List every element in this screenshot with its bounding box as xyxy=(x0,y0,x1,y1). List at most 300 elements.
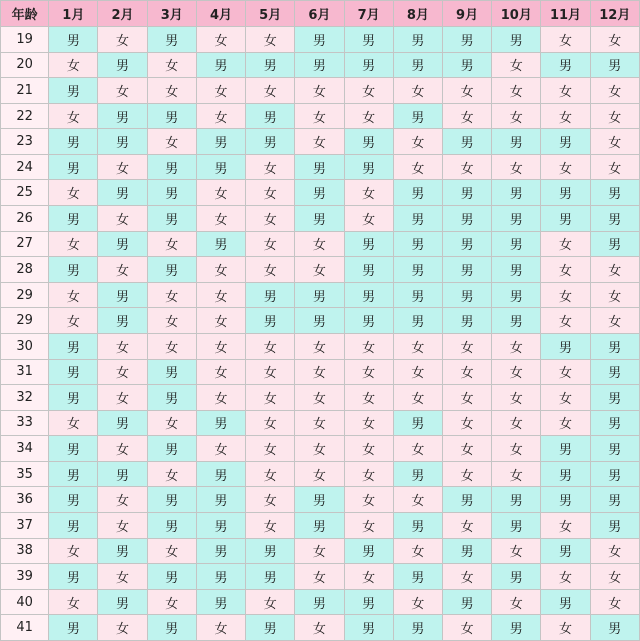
girl-cell: 女 xyxy=(443,155,492,181)
girl-cell: 女 xyxy=(591,27,640,53)
boy-cell: 男 xyxy=(443,206,492,232)
boy-cell: 男 xyxy=(443,590,492,616)
boy-cell: 男 xyxy=(541,487,590,513)
boy-cell: 男 xyxy=(98,232,147,258)
table-row xyxy=(0,334,640,360)
girl-cell: 女 xyxy=(295,564,344,590)
boy-cell: 男 xyxy=(443,180,492,206)
boy-cell: 男 xyxy=(49,334,98,360)
boy-cell: 男 xyxy=(197,232,246,258)
table-row xyxy=(0,615,640,641)
table-header xyxy=(0,0,640,27)
boy-cell: 男 xyxy=(49,385,98,411)
boy-cell: 男 xyxy=(492,206,541,232)
girl-cell: 女 xyxy=(246,27,295,53)
boy-cell: 男 xyxy=(197,487,246,513)
table-row xyxy=(0,487,640,513)
age-cell: 35 xyxy=(0,462,49,488)
boy-cell: 男 xyxy=(295,590,344,616)
girl-cell: 女 xyxy=(394,539,443,565)
boy-cell: 男 xyxy=(148,513,197,539)
boy-cell: 男 xyxy=(345,283,394,309)
header-month: 12月 xyxy=(591,0,640,27)
girl-cell: 女 xyxy=(246,78,295,104)
boy-cell: 男 xyxy=(197,129,246,155)
girl-cell: 女 xyxy=(49,232,98,258)
girl-cell: 女 xyxy=(148,334,197,360)
girl-cell: 女 xyxy=(394,129,443,155)
girl-cell: 女 xyxy=(246,360,295,386)
boy-cell: 男 xyxy=(541,334,590,360)
girl-cell: 女 xyxy=(148,308,197,334)
boy-cell: 男 xyxy=(98,129,147,155)
boy-cell: 男 xyxy=(345,232,394,258)
girl-cell: 女 xyxy=(295,257,344,283)
boy-cell: 男 xyxy=(197,590,246,616)
girl-cell: 女 xyxy=(394,385,443,411)
table-row xyxy=(0,308,640,334)
girl-cell: 女 xyxy=(591,155,640,181)
boy-cell: 男 xyxy=(541,462,590,488)
girl-cell: 女 xyxy=(591,104,640,130)
girl-cell: 女 xyxy=(197,334,246,360)
table-row xyxy=(0,78,640,104)
age-cell: 41 xyxy=(0,615,49,641)
age-cell: 27 xyxy=(0,232,49,258)
girl-cell: 女 xyxy=(246,513,295,539)
girl-cell: 女 xyxy=(345,385,394,411)
boy-cell: 男 xyxy=(591,206,640,232)
boy-cell: 男 xyxy=(591,334,640,360)
girl-cell: 女 xyxy=(197,78,246,104)
girl-cell: 女 xyxy=(148,411,197,437)
girl-cell: 女 xyxy=(295,539,344,565)
girl-cell: 女 xyxy=(591,564,640,590)
boy-cell: 男 xyxy=(246,308,295,334)
age-cell: 25 xyxy=(0,180,49,206)
boy-cell: 男 xyxy=(591,436,640,462)
girl-cell: 女 xyxy=(295,78,344,104)
age-cell: 22 xyxy=(0,104,49,130)
age-cell: 32 xyxy=(0,385,49,411)
boy-cell: 男 xyxy=(49,615,98,641)
boy-cell: 男 xyxy=(98,308,147,334)
girl-cell: 女 xyxy=(492,53,541,79)
boy-cell: 男 xyxy=(98,104,147,130)
girl-cell: 女 xyxy=(443,513,492,539)
girl-cell: 女 xyxy=(148,462,197,488)
girl-cell: 女 xyxy=(98,360,147,386)
girl-cell: 女 xyxy=(98,334,147,360)
boy-cell: 男 xyxy=(492,129,541,155)
boy-cell: 男 xyxy=(148,180,197,206)
girl-cell: 女 xyxy=(591,129,640,155)
boy-cell: 男 xyxy=(49,206,98,232)
table-row xyxy=(0,155,640,181)
girl-cell: 女 xyxy=(148,53,197,79)
boy-cell: 男 xyxy=(148,104,197,130)
girl-cell: 女 xyxy=(295,615,344,641)
boy-cell: 男 xyxy=(394,180,443,206)
age-cell: 30 xyxy=(0,334,49,360)
boy-cell: 男 xyxy=(541,590,590,616)
boy-cell: 男 xyxy=(591,513,640,539)
header-month: 8月 xyxy=(394,0,443,27)
girl-cell: 女 xyxy=(49,539,98,565)
girl-cell: 女 xyxy=(541,564,590,590)
boy-cell: 男 xyxy=(394,564,443,590)
boy-cell: 男 xyxy=(49,564,98,590)
age-cell: 38 xyxy=(0,539,49,565)
boy-cell: 男 xyxy=(246,539,295,565)
boy-cell: 男 xyxy=(49,462,98,488)
boy-cell: 男 xyxy=(49,27,98,53)
boy-cell: 男 xyxy=(197,411,246,437)
boy-cell: 男 xyxy=(345,155,394,181)
girl-cell: 女 xyxy=(492,334,541,360)
boy-cell: 男 xyxy=(591,411,640,437)
girl-cell: 女 xyxy=(394,78,443,104)
boy-cell: 男 xyxy=(492,564,541,590)
girl-cell: 女 xyxy=(541,283,590,309)
table-row xyxy=(0,462,640,488)
girl-cell: 女 xyxy=(295,232,344,258)
boy-cell: 男 xyxy=(443,257,492,283)
girl-cell: 女 xyxy=(98,257,147,283)
boy-cell: 男 xyxy=(394,27,443,53)
boy-cell: 男 xyxy=(49,155,98,181)
girl-cell: 女 xyxy=(49,590,98,616)
girl-cell: 女 xyxy=(49,283,98,309)
boy-cell: 男 xyxy=(246,129,295,155)
girl-cell: 女 xyxy=(345,564,394,590)
girl-cell: 女 xyxy=(394,487,443,513)
boy-cell: 男 xyxy=(246,615,295,641)
boy-cell: 男 xyxy=(148,564,197,590)
girl-cell: 女 xyxy=(443,334,492,360)
girl-cell: 女 xyxy=(295,360,344,386)
age-cell: 24 xyxy=(0,155,49,181)
girl-cell: 女 xyxy=(295,385,344,411)
girl-cell: 女 xyxy=(98,206,147,232)
boy-cell: 男 xyxy=(246,564,295,590)
girl-cell: 女 xyxy=(492,155,541,181)
girl-cell: 女 xyxy=(541,104,590,130)
header-month: 6月 xyxy=(295,0,344,27)
girl-cell: 女 xyxy=(246,334,295,360)
boy-cell: 男 xyxy=(443,308,492,334)
boy-cell: 男 xyxy=(443,487,492,513)
girl-cell: 女 xyxy=(541,27,590,53)
boy-cell: 男 xyxy=(443,539,492,565)
girl-cell: 女 xyxy=(197,308,246,334)
age-cell: 39 xyxy=(0,564,49,590)
table-row xyxy=(0,360,640,386)
table-row xyxy=(0,411,640,437)
girl-cell: 女 xyxy=(246,462,295,488)
girl-cell: 女 xyxy=(591,308,640,334)
boy-cell: 男 xyxy=(49,487,98,513)
girl-cell: 女 xyxy=(541,232,590,258)
table-row xyxy=(0,104,640,130)
boy-cell: 男 xyxy=(541,180,590,206)
boy-cell: 男 xyxy=(443,53,492,79)
boy-cell: 男 xyxy=(246,104,295,130)
girl-cell: 女 xyxy=(148,232,197,258)
table-row xyxy=(0,385,640,411)
girl-cell: 女 xyxy=(246,590,295,616)
boy-cell: 男 xyxy=(148,257,197,283)
girl-cell: 女 xyxy=(197,385,246,411)
boy-cell: 男 xyxy=(148,615,197,641)
girl-cell: 女 xyxy=(295,411,344,437)
girl-cell: 女 xyxy=(541,615,590,641)
girl-cell: 女 xyxy=(98,564,147,590)
boy-cell: 男 xyxy=(591,232,640,258)
girl-cell: 女 xyxy=(492,360,541,386)
age-cell: 19 xyxy=(0,27,49,53)
boy-cell: 男 xyxy=(345,590,394,616)
boy-cell: 男 xyxy=(591,180,640,206)
girl-cell: 女 xyxy=(591,78,640,104)
girl-cell: 女 xyxy=(443,385,492,411)
boy-cell: 男 xyxy=(98,539,147,565)
girl-cell: 女 xyxy=(345,487,394,513)
girl-cell: 女 xyxy=(492,78,541,104)
boy-cell: 男 xyxy=(49,513,98,539)
age-cell: 33 xyxy=(0,411,49,437)
boy-cell: 男 xyxy=(197,513,246,539)
boy-cell: 男 xyxy=(591,360,640,386)
boy-cell: 男 xyxy=(98,411,147,437)
age-cell: 20 xyxy=(0,53,49,79)
girl-cell: 女 xyxy=(345,180,394,206)
girl-cell: 女 xyxy=(591,257,640,283)
girl-cell: 女 xyxy=(246,436,295,462)
header-month: 1月 xyxy=(49,0,98,27)
girl-cell: 女 xyxy=(541,308,590,334)
boy-cell: 男 xyxy=(295,487,344,513)
boy-cell: 男 xyxy=(591,385,640,411)
girl-cell: 女 xyxy=(345,206,394,232)
girl-cell: 女 xyxy=(98,155,147,181)
girl-cell: 女 xyxy=(197,360,246,386)
boy-cell: 男 xyxy=(394,308,443,334)
age-cell: 34 xyxy=(0,436,49,462)
boy-cell: 男 xyxy=(394,615,443,641)
girl-cell: 女 xyxy=(443,462,492,488)
boy-cell: 男 xyxy=(345,129,394,155)
boy-cell: 男 xyxy=(492,257,541,283)
table-row xyxy=(0,257,640,283)
boy-cell: 男 xyxy=(197,539,246,565)
girl-cell: 女 xyxy=(197,615,246,641)
girl-cell: 女 xyxy=(345,436,394,462)
boy-cell: 男 xyxy=(148,27,197,53)
girl-cell: 女 xyxy=(197,27,246,53)
girl-cell: 女 xyxy=(98,513,147,539)
boy-cell: 男 xyxy=(492,615,541,641)
table-row xyxy=(0,564,640,590)
girl-cell: 女 xyxy=(591,590,640,616)
boy-cell: 男 xyxy=(98,180,147,206)
boy-cell: 男 xyxy=(295,53,344,79)
girl-cell: 女 xyxy=(148,78,197,104)
age-cell: 31 xyxy=(0,360,49,386)
girl-cell: 女 xyxy=(345,104,394,130)
table-row xyxy=(0,539,640,565)
header-month: 3月 xyxy=(148,0,197,27)
boy-cell: 男 xyxy=(295,283,344,309)
girl-cell: 女 xyxy=(394,590,443,616)
boy-cell: 男 xyxy=(295,308,344,334)
boy-cell: 男 xyxy=(492,232,541,258)
girl-cell: 女 xyxy=(394,436,443,462)
girl-cell: 女 xyxy=(148,129,197,155)
girl-cell: 女 xyxy=(541,257,590,283)
table-body xyxy=(0,27,640,641)
girl-cell: 女 xyxy=(492,539,541,565)
girl-cell: 女 xyxy=(98,436,147,462)
header-month: 2月 xyxy=(98,0,147,27)
boy-cell: 男 xyxy=(591,487,640,513)
girl-cell: 女 xyxy=(492,385,541,411)
girl-cell: 女 xyxy=(49,104,98,130)
age-cell: 36 xyxy=(0,487,49,513)
table-row xyxy=(0,27,640,53)
girl-cell: 女 xyxy=(197,283,246,309)
boy-cell: 男 xyxy=(197,462,246,488)
girl-cell: 女 xyxy=(345,78,394,104)
boy-cell: 男 xyxy=(591,615,640,641)
boy-cell: 男 xyxy=(591,53,640,79)
boy-cell: 男 xyxy=(98,590,147,616)
boy-cell: 男 xyxy=(295,513,344,539)
girl-cell: 女 xyxy=(49,53,98,79)
boy-cell: 男 xyxy=(492,27,541,53)
boy-cell: 男 xyxy=(295,155,344,181)
boy-cell: 男 xyxy=(492,283,541,309)
header-month: 10月 xyxy=(492,0,541,27)
boy-cell: 男 xyxy=(295,206,344,232)
girl-cell: 女 xyxy=(98,385,147,411)
table-row xyxy=(0,180,640,206)
boy-cell: 男 xyxy=(197,564,246,590)
boy-cell: 男 xyxy=(295,180,344,206)
boy-cell: 男 xyxy=(49,436,98,462)
header-row xyxy=(0,0,640,27)
girl-cell: 女 xyxy=(443,436,492,462)
girl-cell: 女 xyxy=(295,334,344,360)
boy-cell: 男 xyxy=(492,308,541,334)
boy-cell: 男 xyxy=(394,462,443,488)
girl-cell: 女 xyxy=(541,360,590,386)
boy-cell: 男 xyxy=(541,129,590,155)
girl-cell: 女 xyxy=(148,283,197,309)
girl-cell: 女 xyxy=(492,104,541,130)
boy-cell: 男 xyxy=(394,206,443,232)
age-cell: 37 xyxy=(0,513,49,539)
girl-cell: 女 xyxy=(295,104,344,130)
boy-cell: 男 xyxy=(295,27,344,53)
girl-cell: 女 xyxy=(49,308,98,334)
girl-cell: 女 xyxy=(246,206,295,232)
girl-cell: 女 xyxy=(246,487,295,513)
girl-cell: 女 xyxy=(345,513,394,539)
boy-cell: 男 xyxy=(148,206,197,232)
boy-cell: 男 xyxy=(492,487,541,513)
table-row xyxy=(0,590,640,616)
boy-cell: 男 xyxy=(197,53,246,79)
boy-cell: 男 xyxy=(345,615,394,641)
age-cell: 21 xyxy=(0,78,49,104)
header-month: 7月 xyxy=(345,0,394,27)
boy-cell: 男 xyxy=(345,53,394,79)
boy-cell: 男 xyxy=(246,283,295,309)
girl-cell: 女 xyxy=(49,411,98,437)
boy-cell: 男 xyxy=(394,104,443,130)
girl-cell: 女 xyxy=(98,615,147,641)
table-row xyxy=(0,53,640,79)
girl-cell: 女 xyxy=(394,155,443,181)
age-cell: 29 xyxy=(0,308,49,334)
boy-cell: 男 xyxy=(443,283,492,309)
boy-cell: 男 xyxy=(148,155,197,181)
boy-cell: 男 xyxy=(49,129,98,155)
boy-cell: 男 xyxy=(246,53,295,79)
boy-cell: 男 xyxy=(148,360,197,386)
girl-cell: 女 xyxy=(492,436,541,462)
boy-cell: 男 xyxy=(98,283,147,309)
header-month: 11月 xyxy=(541,0,590,27)
girl-cell: 女 xyxy=(246,180,295,206)
boy-cell: 男 xyxy=(49,257,98,283)
table-row xyxy=(0,513,640,539)
girl-cell: 女 xyxy=(443,564,492,590)
boy-cell: 男 xyxy=(541,436,590,462)
header-month: 9月 xyxy=(443,0,492,27)
boy-cell: 男 xyxy=(541,53,590,79)
age-cell: 23 xyxy=(0,129,49,155)
girl-cell: 女 xyxy=(541,155,590,181)
girl-cell: 女 xyxy=(197,180,246,206)
age-cell: 28 xyxy=(0,257,49,283)
boy-cell: 男 xyxy=(443,27,492,53)
girl-cell: 女 xyxy=(49,180,98,206)
girl-cell: 女 xyxy=(443,615,492,641)
boy-cell: 男 xyxy=(394,232,443,258)
boy-cell: 男 xyxy=(98,462,147,488)
boy-cell: 男 xyxy=(197,155,246,181)
girl-cell: 女 xyxy=(246,232,295,258)
table-row xyxy=(0,283,640,309)
boy-cell: 男 xyxy=(394,257,443,283)
table-row xyxy=(0,206,640,232)
girl-cell: 女 xyxy=(246,411,295,437)
girl-cell: 女 xyxy=(148,539,197,565)
boy-cell: 男 xyxy=(345,257,394,283)
table-row xyxy=(0,129,640,155)
girl-cell: 女 xyxy=(443,104,492,130)
girl-cell: 女 xyxy=(345,334,394,360)
boy-cell: 男 xyxy=(49,78,98,104)
girl-cell: 女 xyxy=(345,360,394,386)
boy-cell: 男 xyxy=(541,539,590,565)
girl-cell: 女 xyxy=(541,385,590,411)
girl-cell: 女 xyxy=(98,487,147,513)
header-age: 年龄 xyxy=(0,0,49,27)
boy-cell: 男 xyxy=(345,308,394,334)
